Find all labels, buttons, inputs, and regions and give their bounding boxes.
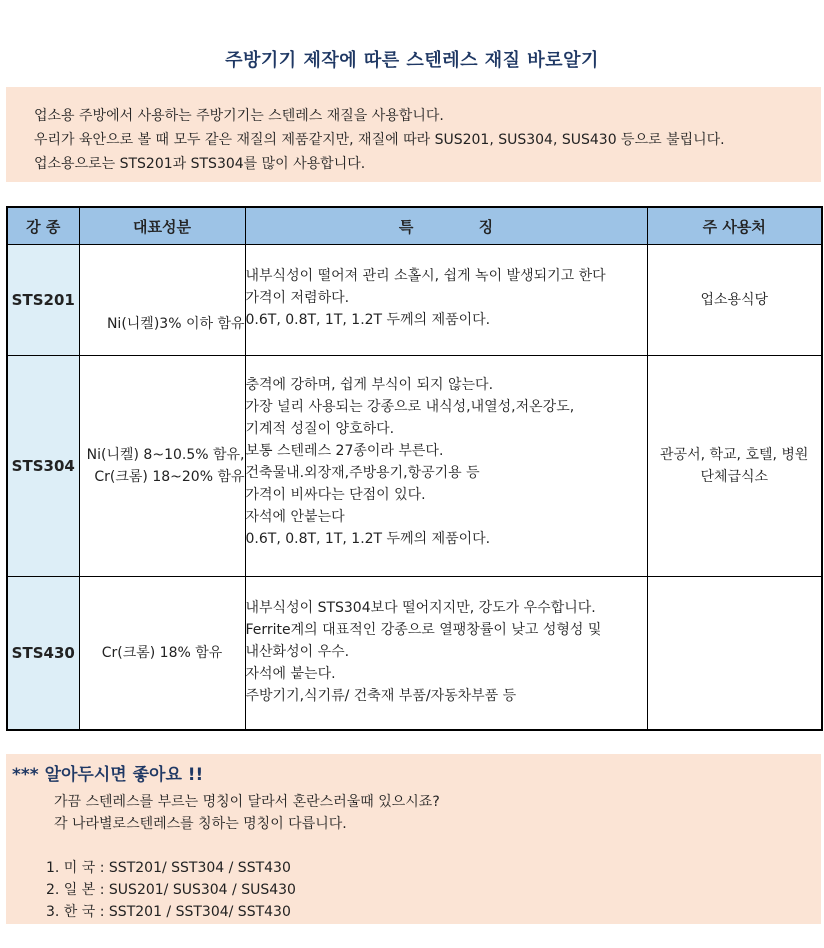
tip-body [54,791,440,835]
tip-heading: *** 알아두시면 좋아요 !! [12,765,204,785]
composition-line: Cr(크롬) 18% 함유 [101,644,223,661]
feature-line: Ferrite계의 대표적인 강종으로 열팽창률이 낮고 성형성 및 [245,622,602,638]
feature-line: 내부식성이 떨어져 관리 소홀시, 쉽게 녹이 발생되기고 한다 [245,268,606,284]
feature-line: 내산화성이 우수. [245,644,350,660]
composition-line: Cr(크롬) 18~20% 함유 [94,469,245,485]
intro-line: 업소용 주방에서 사용하는 주방기기는 스텐레스 재질을 사용합니다. [34,108,444,124]
features-cell [245,356,647,577]
feature-line: 보통 스텐레스 27종이라 부른다. [245,443,444,459]
feature-line: 가격이 비싸다는 단점이 있다. [245,487,426,503]
intro-line: 우리가 육안으로 볼 때 모두 같은 재질의 제품같지만, 재질에 따라 SUS201, SUS304, SUS430 등으로 불립니다. [34,132,725,148]
usage-line: 단체급식소 [700,469,769,485]
header-grade: 강 종 [7,207,79,245]
header-features: 특 징 [245,207,647,245]
table-header-row [7,207,822,245]
list-item: 3. 한 국 : SST201 / SST304/ SST430 [46,904,291,920]
usage-cell [647,577,822,730]
composition-cell [79,245,245,356]
usage-cell [647,245,822,356]
usage-cell [647,356,822,577]
features-cell [245,577,647,730]
features-cell [245,245,647,356]
header-usage: 주 사용처 [647,207,822,245]
page-title: 주방기기 제작에 따른 스텐레스 재질 바로알기 [225,50,599,71]
grade-cell: STS304 [7,356,79,577]
composition-cell [79,356,245,577]
intro-line: 업소용으로는 STS201과 STS304를 많이 사용합니다. [34,156,366,172]
feature-line: 자석에 붙는다. [245,666,336,682]
composition-line: Ni(니켈) 8~10.5% 함유, [86,447,245,463]
tip-box [6,754,821,924]
grade-cell: STS430 [7,577,79,730]
feature-line: 기계적 성질이 양호하다. [245,421,395,437]
feature-line: 건축물내.외장재,주방용기,항공기용 등 [245,465,480,481]
header-composition: 대표성분 [79,207,245,245]
feature-line: 가장 널리 사용되는 강종으로 내식성,내열성,저온강도, [245,399,575,415]
table-row [7,245,822,356]
feature-line: 가격이 저렴하다. [245,290,350,306]
composition-cell [79,577,245,730]
table-row [7,577,822,730]
feature-line: 내부식성이 STS304보다 떨어지지만, 강도가 우수합니다. [245,600,596,616]
tip-list [46,857,296,923]
tip-body-line: 가끔 스텐레스를 부르는 명칭이 달라서 혼란스러울때 있으시죠? [54,794,440,810]
feature-line: 0.6T, 0.8T, 1T, 1.2T 두께의 제품이다. [245,531,491,547]
table-row [7,356,822,577]
intro-box [6,87,821,182]
composition-line: Ni(니켈)3% 이하 함유 [106,316,245,332]
stainless-table [6,206,823,731]
feature-line: 0.6T, 0.8T, 1T, 1.2T 두께의 제품이다. [245,312,491,328]
grade-cell: STS201 [7,245,79,356]
list-item: 2. 일 본 : SUS201/ SUS304 / SUS430 [46,882,296,898]
usage-line: 업소용식당 [700,292,769,308]
list-item: 1. 미 국 : SST201/ SST304 / SST430 [46,860,291,876]
feature-line: 충격에 강하며, 쉽게 부식이 되지 않는다. [245,377,494,393]
feature-line: 주방기기,식기류/ 건축재 부품/자동차부품 등 [245,688,517,704]
tip-body-line: 각 나라별로스텐레스를 칭하는 명칭이 다릅니다. [54,816,347,832]
feature-line: 자석에 안붙는다 [245,509,345,525]
usage-line: 관공서, 학교, 호텔, 병원 [660,447,809,463]
